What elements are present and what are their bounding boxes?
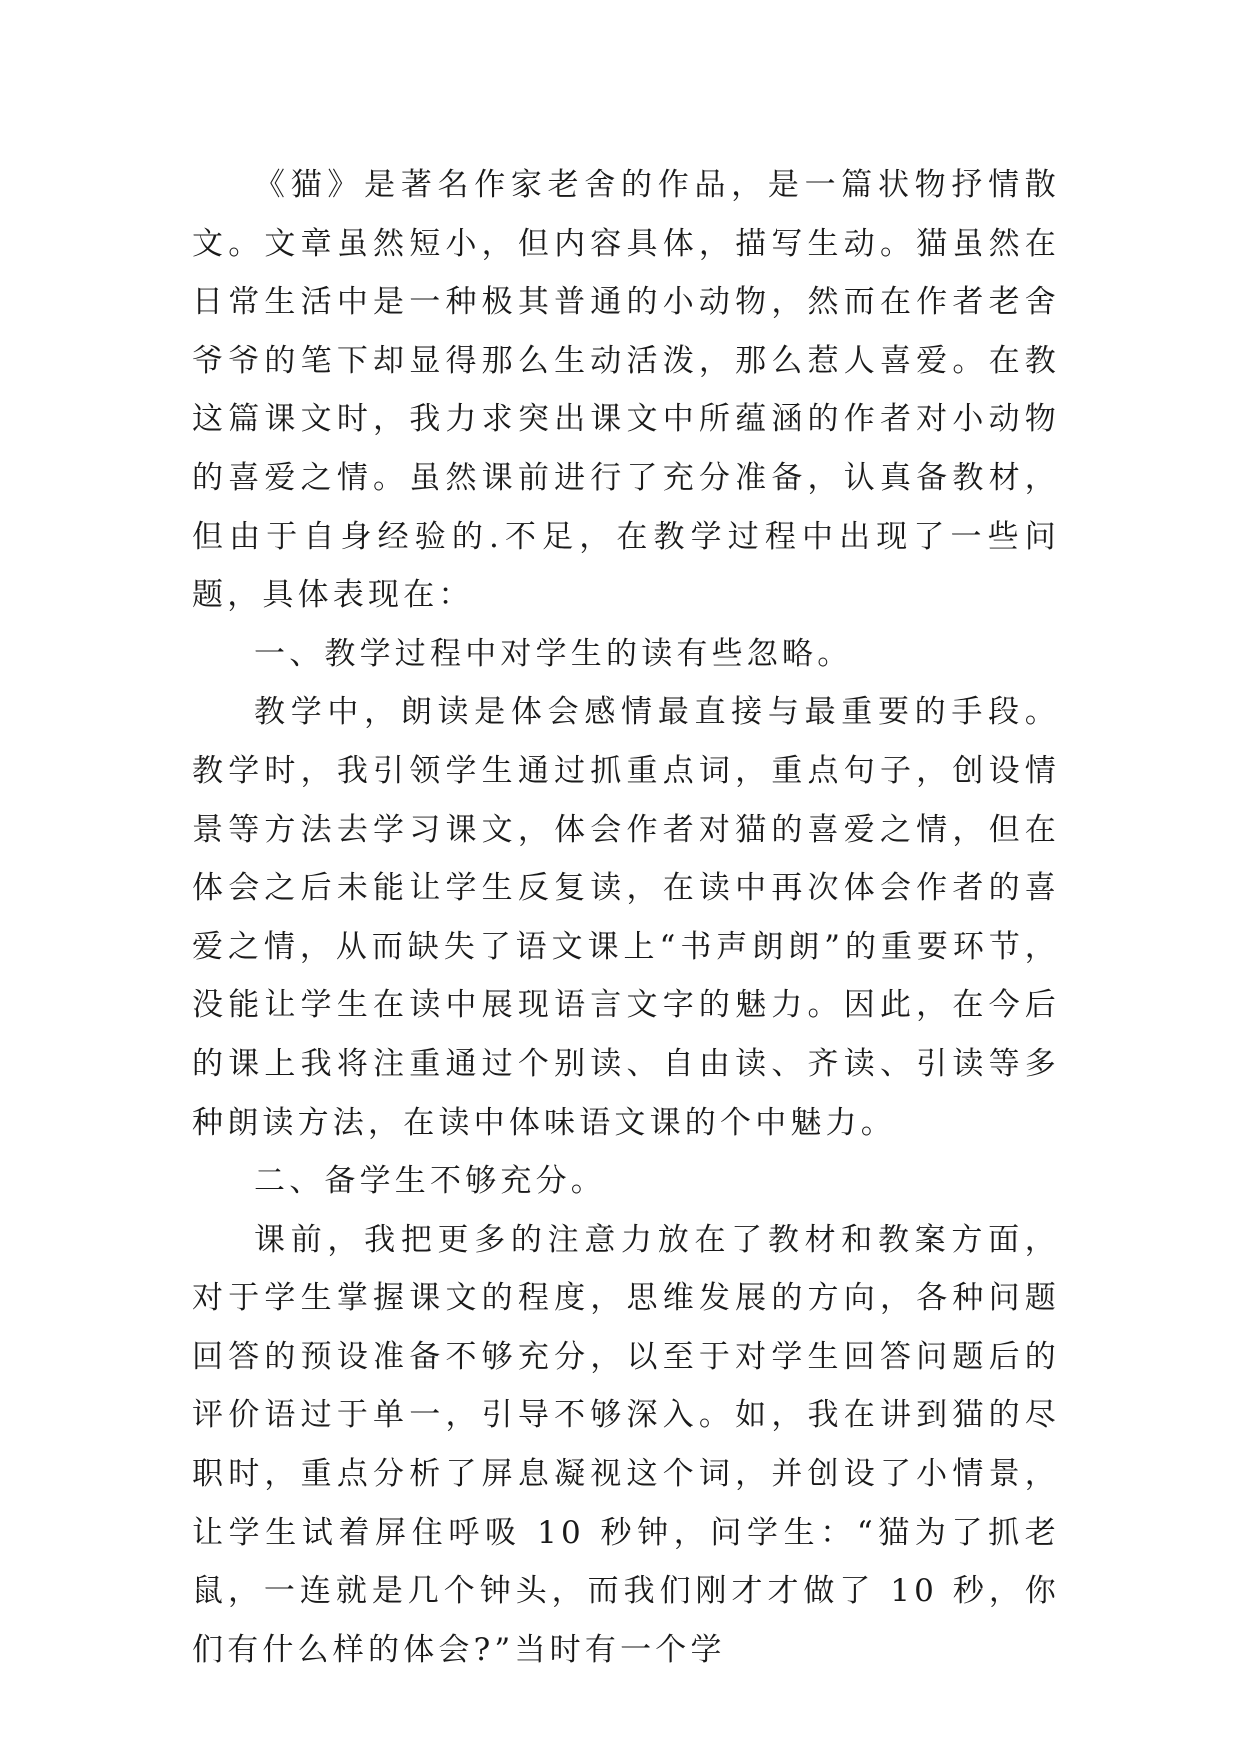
document-body: [192, 156, 1060, 1679]
section-heading-1: 一、教学过程中对学生的读有些忽略。: [254, 635, 853, 672]
paragraph-intro: 《猫》是著名作家老舍的作品，是一篇状物抒情散文。文章虽然短小，但内容具体，描写生动。猫虽然在日常生活中是一种极其普通的小动物，然而在作者老舍爷爷的笔下却显得那么生动活泼，那么惹人喜爱。在教这篇课文时，我力求突出课文中所蕴涵的作者对小动物的喜爱之情。虽然课前进行了充分准备，认真备教材，但由于自身经验的.不足，在教学过程中出现了一些问题，具体表现在：: [192, 167, 1060, 614]
paragraph-reading: 教学中，朗读是体会感情最直接与最重要的手段。教学时，我引领学生通过抓重点词，重点句子，创设情景等方法去学习课文，体会作者对猫的喜爱之情，但在体会之后未能让学生反复读，在读中再次体会作者的喜爱之情，从而缺失了语文课上“书声朗朗”的重要环节，没能让学生在读中展现语言文字的魅力。因此，在今后的课上我将注重通过个别读、自由读、齐读、引读等多种朗读方法，在读中体味语文课的个中魅力。: [192, 694, 1060, 1141]
section-heading-2: 二、备学生不够充分。: [254, 1163, 606, 1200]
paragraph-preparation: 课前，我把更多的注意力放在了教材和教案方面，对于学生掌握课文的程度，思维发展的方向，各种问题回答的预设准备不够充分，以至于对学生回答问题后的评价语过于单一，引导不够深入。如，我在讲到猫的尽职时，重点分析了屏息凝视这个词，并创设了小情景，让学生试着屏住呼吸 10 秒钟，问学生：“猫为了抓老鼠，一连就是几个钟头，而我们刚才才做了 10 秒，你们有什么样的体会?”当时有一个学: [192, 1221, 1060, 1668]
